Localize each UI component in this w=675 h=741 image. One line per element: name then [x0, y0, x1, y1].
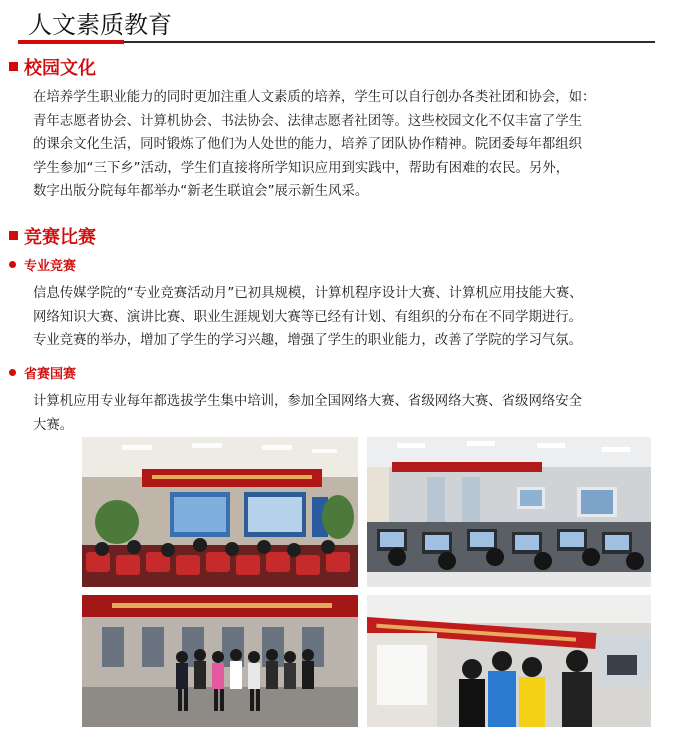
photo-competition-briefing-hall	[82, 437, 358, 587]
paragraph-line: 信息传媒学院的“专业竞赛活动月”已初具规模，计算机程序设计大赛、计算机应用技能大赛、	[33, 286, 583, 301]
photo-computer-lab-contest	[367, 437, 651, 587]
paragraph-line: 网络知识大赛、演讲比赛、职业生涯规划大赛等已经有计划、有组织的分布在不同学期进行。	[33, 309, 583, 325]
provincial-competition-paragraph	[33, 390, 669, 437]
section-heading-campus-culture	[9, 57, 96, 81]
paragraph-line: 数字出版分院每年都举办“新老生联谊会”展示新生风采。	[33, 184, 369, 200]
sub-heading-label: 专业竞赛	[24, 259, 77, 274]
paragraph-line: 青年志愿者协会、计算机协会、书法协会、法律志愿者社团等。这些校园文化不仅丰富了学生	[33, 113, 583, 129]
square-bullet-icon	[9, 231, 18, 240]
photo-team-outdoor	[82, 595, 358, 727]
section-heading-competitions	[9, 226, 96, 250]
sub-heading-label: 省赛国赛	[24, 367, 77, 382]
sub-heading-provincial	[9, 365, 76, 385]
paragraph-line: 学生参加“三下乡”活动，学生们直接将所学知识应用到实践中，帮助有困难的农民。另外，	[33, 160, 570, 176]
computer-lab-image	[367, 437, 651, 587]
photo-team-indoor	[367, 595, 651, 727]
section-heading-label: 校园文化	[24, 58, 96, 79]
paragraph-line: 大赛。	[33, 417, 74, 433]
professional-competition-paragraph	[33, 282, 669, 353]
section-heading-label: 竞赛比赛	[24, 227, 96, 248]
paragraph-line: 的课余文化生活，同时锻炼了他们为人处世的能力，培养了团队协作精神。院团委每年都组织	[33, 137, 583, 153]
page-title: 人文素质教育	[28, 11, 172, 39]
paragraph-line: 计算机应用专业每年都选拔学生集中培训，参加全国网络大赛、省级网络大赛、省级网络安全	[33, 394, 583, 409]
campus-culture-paragraph	[33, 86, 669, 204]
sub-heading-professional	[9, 257, 76, 277]
page-header	[18, 8, 655, 44]
title-accent-bar	[18, 40, 124, 44]
briefing-hall-image	[82, 437, 358, 587]
square-bullet-icon	[9, 62, 18, 71]
team-outdoor-image	[82, 595, 358, 727]
paragraph-line: 在培养学生职业能力的同时更加注重人文素质的培养，学生可以自行创办各类社团和协会，如：	[33, 90, 596, 105]
paragraph-line: 专业竞赛的举办，增加了学生的学习兴趣，增强了学生的职业能力，改善了学院的学习气氛。	[33, 333, 583, 349]
team-indoor-image	[367, 595, 651, 727]
circle-bullet-icon	[9, 369, 16, 376]
circle-bullet-icon	[9, 261, 16, 268]
